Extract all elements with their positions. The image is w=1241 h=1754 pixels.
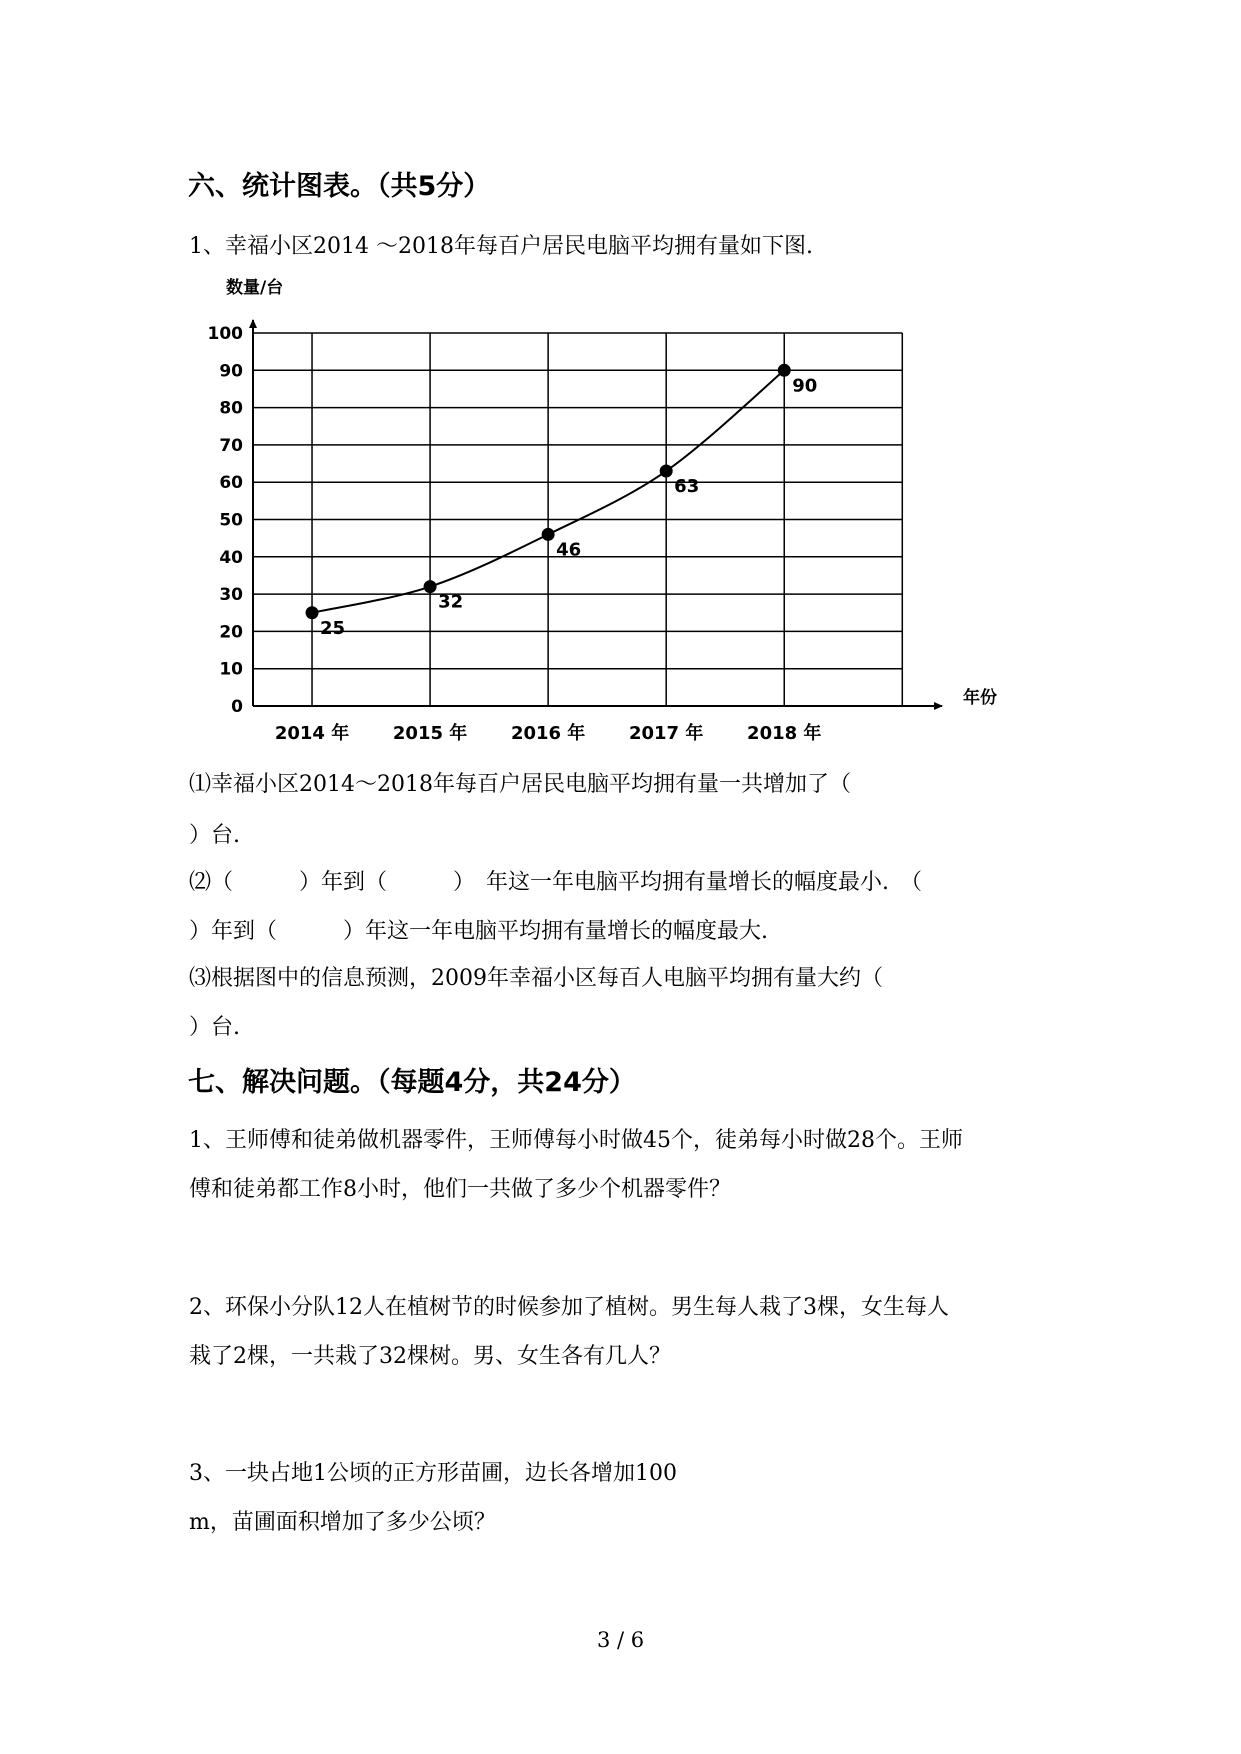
y-tick-labels	[208, 324, 244, 717]
y-tick-label: 30	[219, 585, 243, 606]
sub-question2-line1: ⑵（ ）年到（ ） 年这一年电脑平均拥有量增长的幅度最小. （	[189, 870, 922, 895]
section7-heading: 七、解决问题。（每题4分，共24分）	[188, 1067, 636, 1098]
sub-question1-line2: ）台.	[189, 823, 240, 848]
data-labels	[320, 375, 817, 638]
sub-question3-line2: ）台.	[189, 1015, 240, 1040]
y-tick-label: 20	[219, 622, 243, 643]
sub-question3-line1: ⑶根据图中的信息预测，2009年幸福小区每百人电脑平均拥有量大约（	[189, 966, 883, 991]
x-tick-label: 2015 年	[392, 723, 468, 744]
problem2-line1: 2、环保小分队12人在植树节的时候参加了植树。男生每人栽了3棵，女生每人	[189, 1295, 949, 1320]
y-tick-label: 70	[219, 435, 243, 456]
y-tick-label: 0	[231, 697, 243, 717]
data-point	[542, 528, 555, 541]
line-chart	[0, 0, 1241, 760]
x-tick-label: 2018 年	[747, 723, 822, 744]
page-number: 3 / 6	[597, 1628, 645, 1652]
question1-intro: 1、幸福小区2014 ～2018年每百户居民电脑平均拥有量如下图.	[189, 234, 813, 259]
data-point	[660, 465, 673, 478]
x-axis-label: 年份	[963, 688, 997, 708]
x-tick-labels	[275, 722, 822, 744]
y-tick-label: 50	[219, 510, 243, 531]
data-label: 32	[438, 591, 464, 613]
x-tick-label: 2016 年	[510, 723, 586, 744]
problem3-line2: m，苗圃面积增加了多少公顷？	[189, 1510, 496, 1535]
y-axis-label: 数量/台	[226, 278, 284, 298]
x-tick-label: 2014 年	[274, 723, 350, 744]
data-point	[778, 364, 791, 377]
y-tick-label: 40	[219, 547, 243, 568]
sub-question1-line1: ⑴幸福小区2014～2018年每百户居民电脑平均拥有量一共增加了（	[189, 772, 851, 797]
problem1-line2: 傅和徒弟都工作8小时，他们一共做了多少个机器零件？	[189, 1177, 731, 1202]
data-point	[424, 580, 437, 593]
section6-heading: 六、统计图表。（共5分）	[188, 171, 491, 202]
y-tick-label: 60	[219, 473, 243, 494]
problem2-line2: 栽了2棵，一共栽了32棵树。男、女生各有几人？	[189, 1344, 671, 1369]
data-label: 63	[674, 476, 700, 498]
y-tick-label: 100	[207, 324, 243, 344]
problem1-line1: 1、王师傅和徒弟做机器零件，王师傅每小时做45个，徒弟每小时做28个。王师	[189, 1128, 963, 1153]
data-label: 25	[320, 617, 346, 639]
sub-question2-line2: ）年到（ ）年这一年电脑平均拥有量增长的幅度最大.	[189, 919, 768, 944]
x-tick-label: 2017 年	[628, 723, 704, 744]
y-tick-label: 90	[219, 361, 243, 382]
problem3-line1: 3、一块占地1公顷的正方形苗圃，边长各增加100	[189, 1461, 677, 1486]
data-label: 46	[556, 539, 582, 561]
y-tick-label: 80	[219, 398, 243, 419]
data-label: 90	[792, 375, 818, 397]
y-tick-label: 10	[219, 659, 243, 680]
data-point	[306, 606, 319, 619]
